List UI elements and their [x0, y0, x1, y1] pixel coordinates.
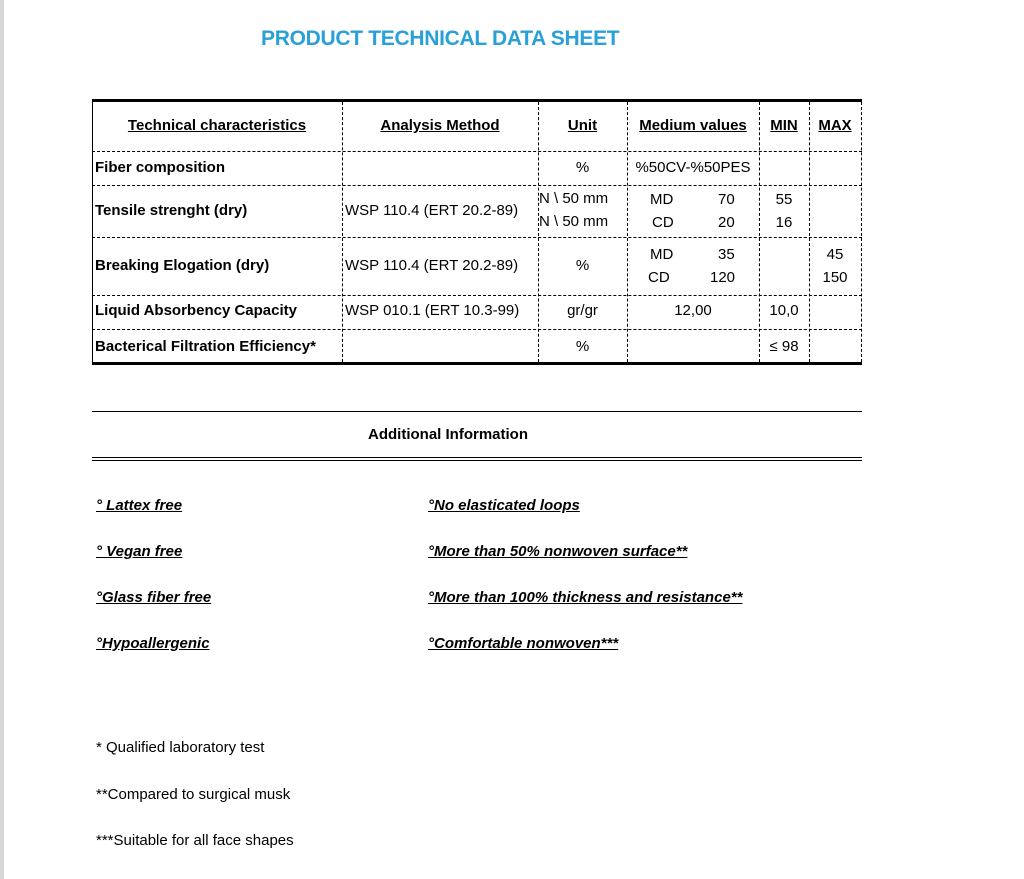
row-divider — [92, 151, 862, 152]
breaking-method: WSP 110.4 (ERT 20.2-89) — [345, 257, 519, 274]
tensile-unit-md: N \ 50 mm — [539, 190, 609, 207]
breaking-max-md: 45 — [826, 246, 844, 263]
bacterial-unit: % — [575, 338, 590, 355]
row-divider — [92, 185, 862, 186]
feature-right-2: °More than 50% nonwoven surface** — [428, 543, 688, 560]
breaking-unit: % — [575, 257, 590, 274]
row-label-bacterial: Bacterical Filtration Efficiency* — [95, 338, 316, 355]
breaking-cd-value: 120 — [710, 269, 736, 286]
divider-line — [92, 460, 862, 461]
feature-left-2: ° Vegan free — [96, 543, 183, 560]
liquid-min: 10,0 — [769, 302, 799, 319]
tensile-md-value: 70 — [718, 191, 735, 208]
tensile-unit-cd: N \ 50 mm — [539, 213, 609, 230]
page-edge — [0, 0, 4, 879]
footnote-2: **Compared to surgical musk — [96, 786, 291, 803]
table-left-border — [92, 102, 93, 362]
row-label-tensile: Tensile strenght (dry) — [95, 202, 248, 219]
row-label-breaking: Breaking Elogation (dry) — [95, 257, 270, 274]
row-divider — [92, 329, 862, 330]
feature-right-3: °More than 100% thickness and resistance** — [428, 589, 743, 606]
breaking-max-cd: 150 — [822, 269, 848, 286]
tensile-min-md: 55 — [775, 191, 793, 208]
header-characteristics: Technical characteristics — [127, 117, 307, 134]
tensile-cd-value: 20 — [718, 214, 735, 231]
tensile-cd-label: CD — [652, 214, 674, 231]
footnote-1: * Qualified laboratory test — [96, 739, 265, 756]
row-label-liquid: Liquid Absorbency Capacity — [95, 302, 297, 319]
column-divider — [627, 102, 628, 362]
breaking-md-value: 35 — [718, 246, 735, 263]
column-divider — [809, 102, 810, 362]
feature-right-1: °No elasticated loops — [428, 497, 580, 514]
column-divider — [538, 102, 539, 362]
feature-right-4: °Comfortable nonwoven*** — [428, 635, 619, 652]
feature-left-4: °Hypoallergenic — [96, 635, 210, 652]
liquid-method: WSP 010.1 (ERT 10.3-99) — [345, 302, 520, 319]
page-title: PRODUCT TECHNICAL DATA SHEET — [261, 27, 620, 50]
header-method: Analysis Method — [380, 117, 500, 134]
table-top-border — [92, 99, 862, 102]
tensile-md-label: MD — [650, 191, 674, 208]
tensile-method: WSP 110.4 (ERT 20.2-89) — [345, 202, 519, 219]
column-divider — [759, 102, 760, 362]
tensile-min-cd: 16 — [775, 214, 793, 231]
technical-data-table — [92, 99, 862, 365]
fiber-unit: % — [575, 159, 590, 176]
divider-line — [92, 457, 862, 458]
column-divider — [342, 102, 343, 362]
header-medium: Medium values — [639, 117, 747, 134]
row-divider — [92, 237, 862, 238]
header-max: MAX — [818, 117, 852, 134]
breaking-cd-label: CD — [648, 269, 670, 286]
fiber-medium: %50CV-%50PES — [635, 159, 751, 176]
feature-left-3: °Glass fiber free — [96, 589, 212, 606]
table-bottom-border — [92, 362, 862, 365]
header-min: MIN — [770, 117, 798, 134]
bacterial-min: ≤ 98 — [769, 338, 799, 355]
header-unit: Unit — [567, 117, 598, 134]
liquid-unit: gr/gr — [567, 302, 598, 319]
row-divider — [92, 295, 862, 296]
liquid-medium: 12,00 — [674, 302, 712, 319]
additional-info-heading: Additional Information — [368, 426, 528, 443]
divider-line — [92, 411, 862, 412]
column-divider — [861, 102, 862, 362]
breaking-md-label: MD — [650, 246, 674, 263]
feature-left-1: ° Lattex free — [96, 497, 183, 514]
footnote-3: ***Suitable for all face shapes — [96, 832, 294, 849]
row-label-fiber: Fiber composition — [95, 159, 226, 176]
